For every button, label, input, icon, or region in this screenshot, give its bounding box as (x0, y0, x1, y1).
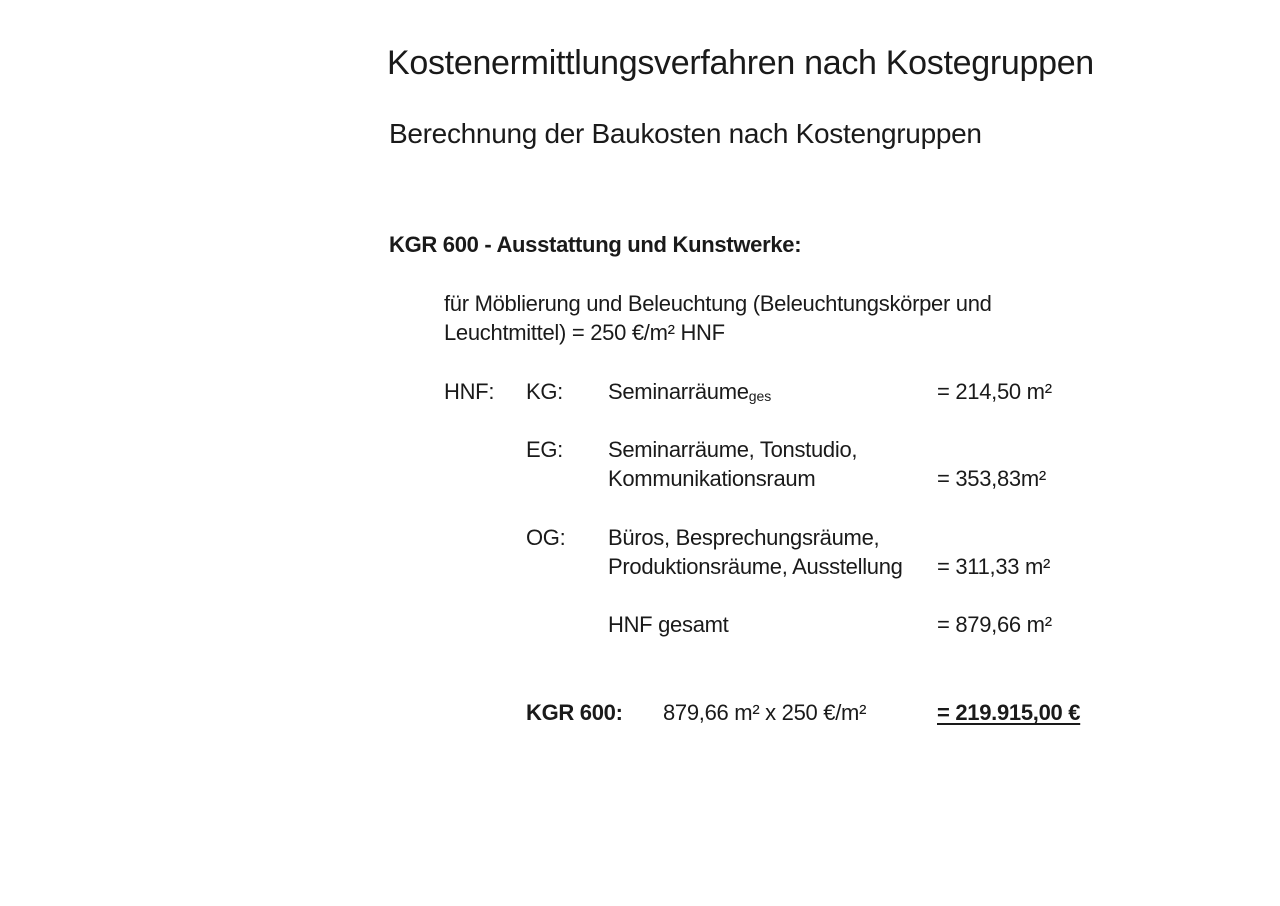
row-eg-desc-line-1: Seminarräume, Tonstudio, (608, 437, 858, 462)
page-title: Kostenermittlungsverfahren nach Kostegruppen (387, 44, 1094, 82)
row-og-desc-line-2: Produktionsräume, Ausstellung (608, 554, 903, 579)
row-kg-desc-subscript: ges (748, 388, 772, 404)
calc-label: KGR 600: (526, 700, 623, 725)
row-eg-value: = 353,83m² (937, 466, 1046, 491)
row-kg-desc-text: Seminarräume (608, 379, 749, 404)
row-kg-description (608, 377, 771, 409)
intro-line-2: Leuchtmittel) = 250 €/m² HNF (444, 320, 725, 345)
page-subtitle: Berechnung der Baukosten nach Kostengruppen (389, 118, 982, 149)
calc-result: = 219.915,00 € (937, 700, 1081, 725)
intro-line-1: für Möblierung und Beleuchtung (Beleuchtungskörper und (444, 291, 992, 316)
calc-formula: 879,66 m² x 250 €/m² (663, 700, 867, 725)
floor-label-og: OG: (526, 525, 566, 550)
hnf-total-label: HNF gesamt (608, 612, 729, 637)
row-kg-value: = 214,50 m² (937, 379, 1052, 404)
floor-label-eg: EG: (526, 437, 563, 462)
hnf-label: HNF: (444, 379, 495, 404)
row-og-value: = 311,33 m² (937, 554, 1051, 579)
floor-label-kg: KG: (526, 379, 563, 404)
hnf-total-value: = 879,66 m² (937, 612, 1052, 637)
row-og-desc-line-1: Büros, Besprechungsräume, (608, 525, 880, 550)
section-heading: KGR 600 - Ausstattung und Kunstwerke: (389, 232, 802, 257)
row-eg-desc-line-2: Kommunikationsraum (608, 466, 816, 491)
